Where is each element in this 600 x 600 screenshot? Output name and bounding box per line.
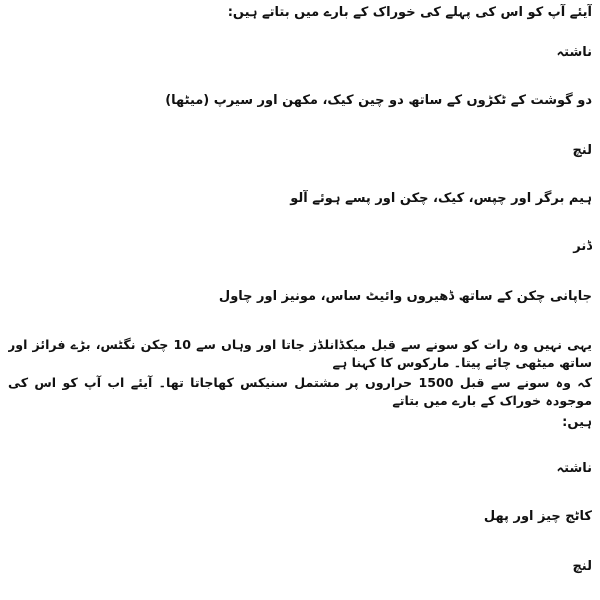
breakfast-items-current: کاٹج چیز اور پھل bbox=[483, 509, 592, 524]
dinner-items: جاپانی چکن کے ساتھ ڈھیروں وائیٹ ساس، مونیز اور چاول bbox=[218, 289, 592, 304]
paragraph-line-1: یہی نہیں وہ رات کو سونے سے قبل میکڈانلڈز جاتا اور وہاں سے 10 چکن نگٹس، بڑے فرائز اور ساتھ میٹھی چائے پیتا۔ مارکوس کا کہنا ہے bbox=[8, 337, 592, 370]
lunch-heading: لنچ bbox=[572, 143, 592, 158]
breakfast-heading: ناشتہ bbox=[556, 45, 592, 60]
intro-text: آیئے آپ کو اس کی پہلے کی خوراک کے بارے میں بتاتے ہیں: bbox=[227, 5, 592, 20]
lunch-items: ہیم برگر اور چپس، کیک، چکن اور پسے ہوئے آلو bbox=[290, 191, 592, 206]
breakfast-items: دو گوشت کے ٹکڑوں کے ساتھ دو چین کیک، مکھن اور سیرپ (میٹھا) bbox=[165, 93, 592, 108]
breakfast-heading-current: ناشتہ bbox=[556, 461, 592, 476]
dinner-heading: ڈنر bbox=[573, 239, 592, 254]
lunch-heading-current: لنچ bbox=[572, 559, 592, 574]
paragraph-line-3: ہیں: bbox=[562, 415, 592, 430]
paragraph-line-2: کہ وہ سونے سے قبل 1500 حراروں پر مشتمل سنیکس کھاجاتا تھا۔ آیئے اب آپ کو اس کی موجودہ خوراک کے بارے میں بتاتے bbox=[8, 375, 592, 408]
